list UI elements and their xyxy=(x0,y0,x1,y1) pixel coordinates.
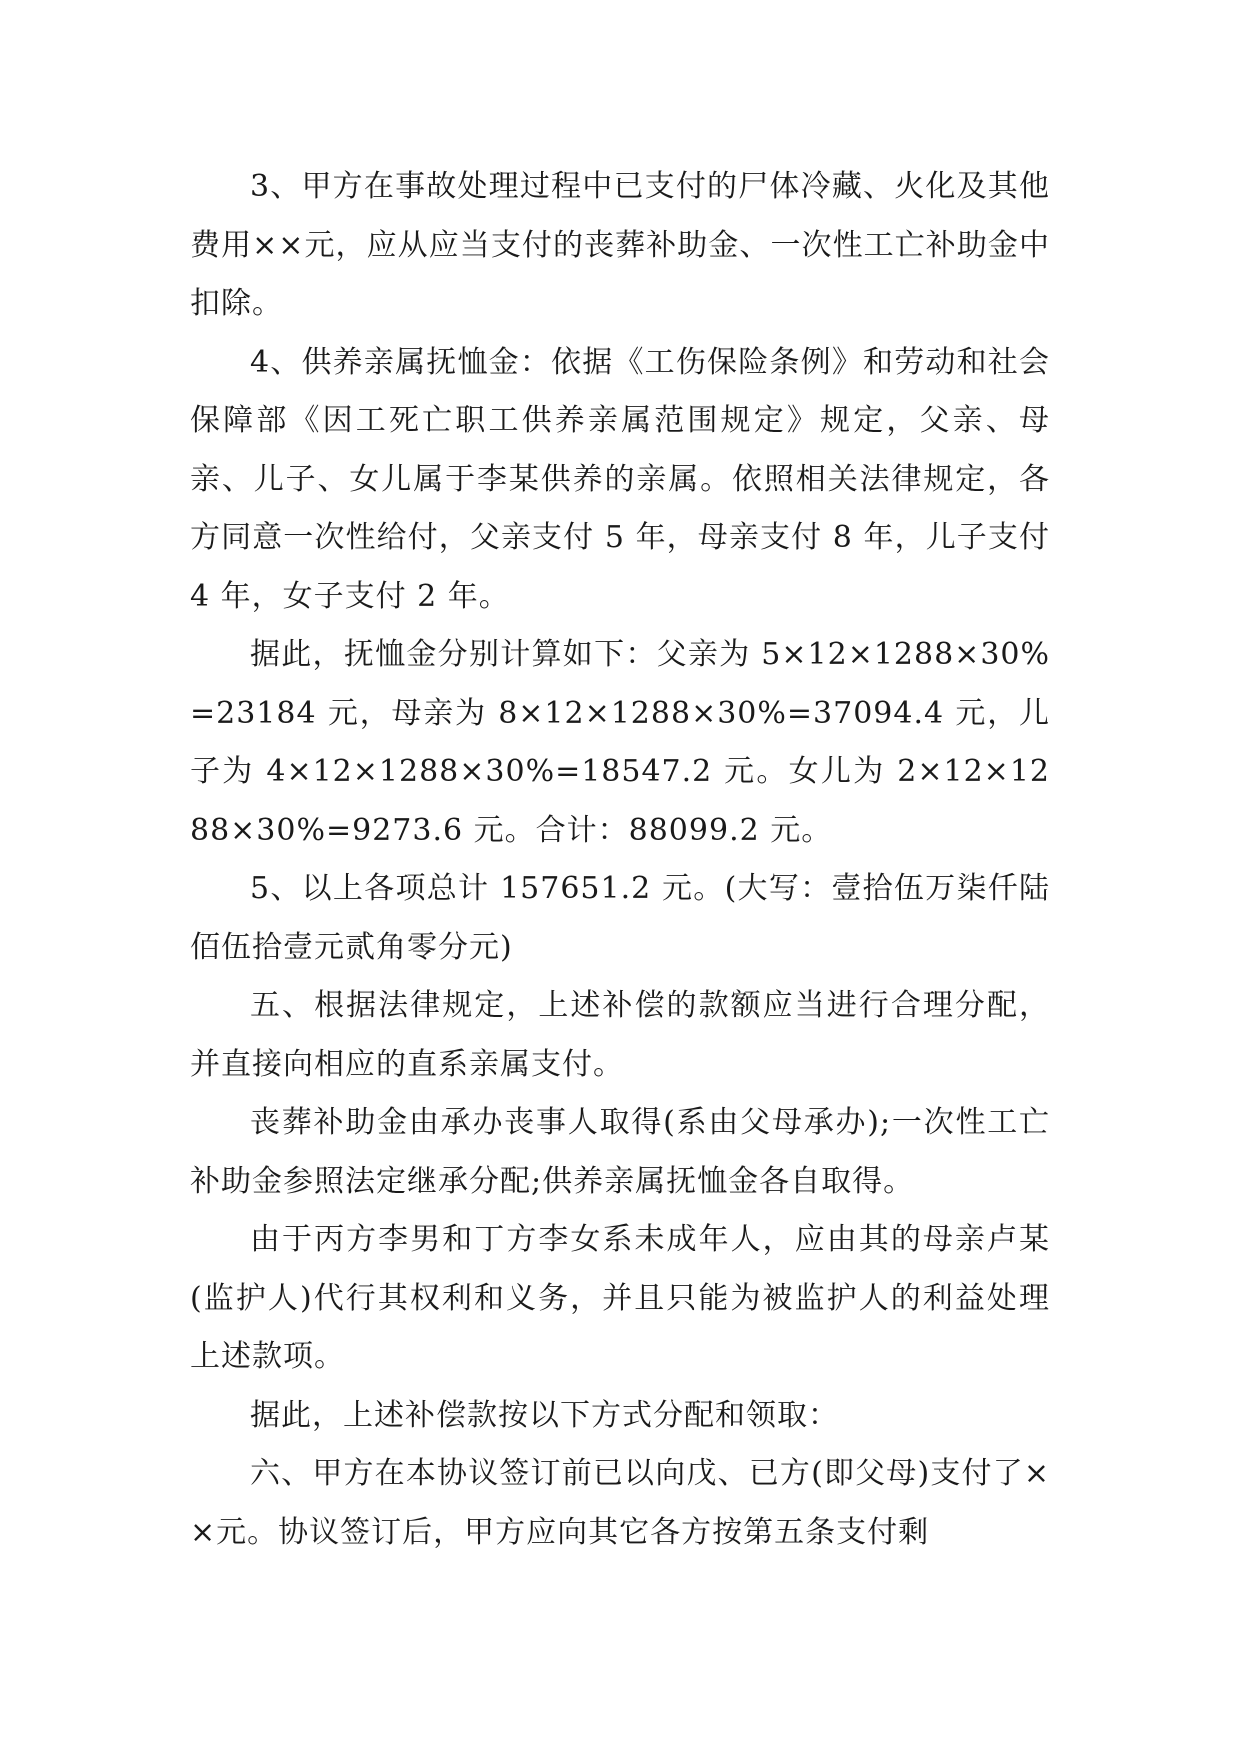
paragraph-pension-calculation: 据此，抚恤金分别计算如下：父亲为 5×12×1288×30%=23184 元，母亲为 8×12×1288×30%=37094.4 元，儿子为 4×12×1288×30%=18547.2 元。女儿为 2×12×1288×30%=9273.6 元。合计：88099.2 元。 xyxy=(190,637,1050,848)
document-body xyxy=(190,158,1050,1562)
paragraph-funeral-allowance: 丧葬补助金由承办丧事人取得(系由父母承办);一次性工亡补助金参照法定继承分配;供养亲属抚恤金各自取得。 xyxy=(190,1105,1050,1199)
paragraph-section-5-distribution: 五、根据法律规定，上述补偿的款额应当进行合理分配，并直接向相应的直系亲属支付。 xyxy=(190,988,1050,1082)
paragraph-section-6-payment: 六、甲方在本协议签订前已以向戊、已方(即父母)支付了××元。协议签订后，甲方应向其它各方按第五条支付剩 xyxy=(190,1456,1050,1550)
paragraph-item-5-total: 5、以上各项总计 157651.2 元。(大写：壹拾伍万柒仟陆佰伍拾壹元贰角零分元) xyxy=(190,871,1050,965)
paragraph-guardian: 由于丙方李男和丁方李女系未成年人，应由其的母亲卢某(监护人)代行其权利和义务，并且只能为被监护人的利益处理上述款项。 xyxy=(190,1222,1050,1374)
paragraph-item-3-deduction: 3、甲方在事故处理过程中已支付的尸体冷藏、火化及其他费用××元，应从应当支付的丧葬补助金、一次性工亡补助金中扣除。 xyxy=(190,169,1050,321)
paragraph-item-4-pension: 4、供养亲属抚恤金：依据《工伤保险条例》和劳动和社会保障部《因工死亡职工供养亲属范围规定》规定，父亲、母亲、儿子、女儿属于李某供养的亲属。依照相关法律规定，各方同意一次性给付，父亲支付 5 年，母亲支付 8 年，儿子支付 4 年，女子支付 2 年。 xyxy=(190,344,1050,614)
paragraph-distribution-intro: 据此，上述补偿款按以下方式分配和领取： xyxy=(250,1397,839,1433)
